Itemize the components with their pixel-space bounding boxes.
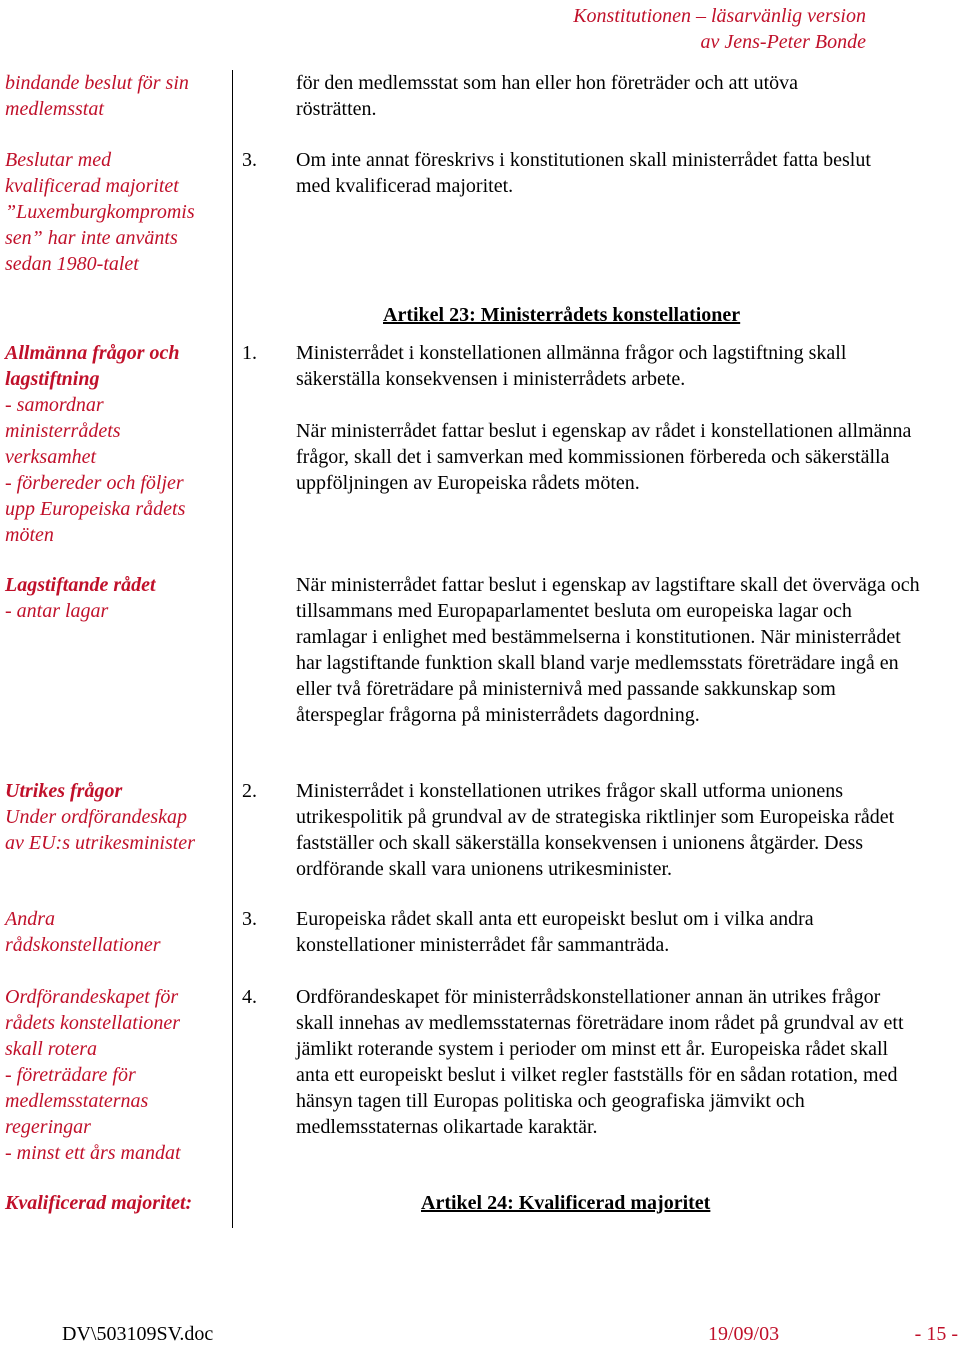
item-number: 4.	[242, 986, 257, 1008]
article-24-title: Artikel 24: Kvalificerad majoritet	[421, 1192, 711, 1214]
footer-page-number: - 15 -	[914, 1323, 958, 1345]
paragraph-item-1-general-affairs: När ministerrådet fattar beslut i egenskap av rådet i konstellationen allmänna frågor, skall det i samverkan med kommissionen förbereda och säkerställa uppföljningen av Europeiska rådets möten.	[296, 420, 912, 494]
margin-note-1: bindande beslut för sin medlemsstat	[5, 72, 189, 120]
item-number: 2.	[242, 780, 257, 802]
footer-doc-reference: DV\503109SV.doc	[62, 1323, 214, 1345]
page-header	[573, 3, 866, 55]
paragraph-continuation: för den medlemsstat som han eller hon företräder och att utöva rösträtten.	[296, 72, 799, 120]
margin-note-8: Kvalificerad majoritet:	[5, 1192, 193, 1214]
margin-note-5: Utrikes frågor Under ordförandeskap av EU:s utrikesminister	[5, 780, 195, 854]
column-divider	[232, 70, 233, 1228]
item-number: 3.	[242, 908, 257, 930]
margin-note-3: Allmänna frågor och lagstiftning - samordnar ministerrådets verksamhet - förbereder och följer upp Europeiska rådets möten	[5, 342, 186, 546]
paragraph-item-1: Ministerrådet i konstellationen allmänna frågor och lagstiftning skall säkerställa konsekvensen i ministerrådets arbete.	[296, 342, 847, 390]
header-author: av Jens-Peter Bonde	[700, 31, 866, 53]
margin-note-2: Beslutar med kvalificerad majoritet ”Luxemburgkompromis sen” har inte använts sedan 1980-talet	[5, 149, 195, 275]
margin-note-7: Ordförandeskapet för rådets konstellationer skall rotera - företrädare för medlemsstaternas regeringar - minst ett års mandat	[5, 986, 181, 1164]
item-number: 1.	[242, 342, 257, 364]
header-title: Konstitutionen – läsarvänlig version	[573, 5, 866, 27]
paragraph-item-1-legislative: När ministerrådet fattar beslut i egenskap av lagstiftare skall det överväga och tillsammans med Europaparlamentet besluta om europeiska lagar och ramlagar i enlighet med bestämmelserna i konstitutionen. När ministerrådet har lagstiftande funktion skall bland varje medlemsstats företrädare ingå en eller två företrädare på ministernivå med passande sakkunskap som återspeglar frågorna på ministerrådets dagordning.	[296, 574, 920, 726]
paragraph-item-3: Europeiska rådet skall anta ett europeiskt beslut om i vilka andra konstellationer ministerrådet får sammanträda.	[296, 908, 814, 956]
margin-note-4: Lagstiftande rådet - antar lagar	[5, 574, 156, 622]
footer-date: 19/09/03	[708, 1323, 780, 1345]
item-number: 3.	[242, 149, 257, 171]
paragraph-item-3-voting: Om inte annat föreskrivs i konstitutionen skall ministerrådet fatta beslut med kvalificerad majoritet.	[296, 149, 871, 197]
margin-note-6: Andra rådskonstellationer	[5, 908, 161, 956]
paragraph-item-2: Ministerrådet i konstellationen utrikes frågor skall utforma unionens utrikespolitik på grundval av de strategiska riktlinjer som Europeiska rådet fastställer och skall säkerställa konsekvensen i unionens åtgärder. Dess ordförande skall vara unionens utrikesminister.	[296, 780, 895, 880]
paragraph-item-4: Ordförandeskapet för ministerrådskonstellationer annan än utrikes frågor skall innehas av medlemsstaternas företrädare inom rådet på grundval av ett jämlikt roterande system i perioder om minst ett år. Europeiska rådet skall anta ett europeiskt beslut i vilket regler fastställs för en sådan rotation, med hänsyn tagen till Europas politiska och geografiska jämvikt och medlemsstaternas olikartade karaktär.	[296, 986, 904, 1138]
article-23-title: Artikel 23: Ministerrådets konstellationer	[383, 304, 741, 326]
